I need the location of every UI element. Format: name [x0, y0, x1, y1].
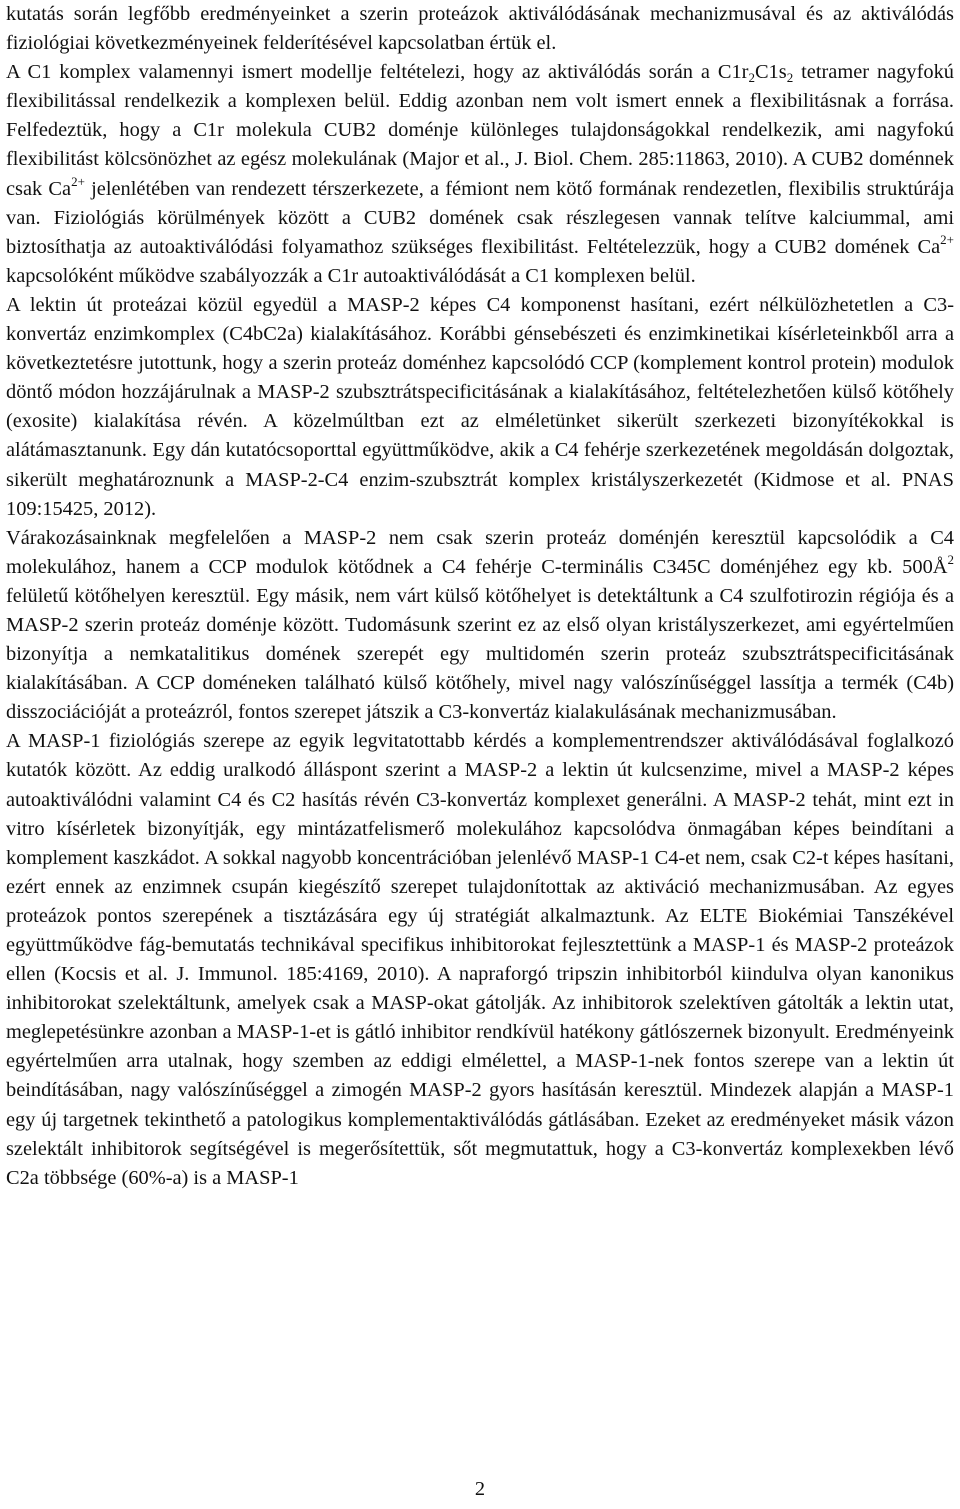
text-run: Várakozásainknak megfelelően a MASP-2 nem csak szerin proteáz doménjén keresztül kapcsolódik a C4 molekulához, hanem a CCP modulok kötődnek a C4 fehérje C-terminális C345C doménjéhez egy kb. 500Å — [6, 526, 954, 578]
subscript: 2 — [786, 70, 794, 86]
document-body — [6, 0, 954, 1193]
page-number: 2 — [474, 1478, 486, 1500]
text-run: kapcsolóként működve szabályozzák a C1r autoaktiválódását a C1 komplexen belül. — [6, 264, 696, 287]
text-run: A lektin út proteázai közül egyedül a MASP-2 képes C4 komponenst hasítani, ezért nélkülözhetetlen a C3-konvertáz enzimkomplex (C4bC2a) kialakításához. Korábbi génsebészeti és enzimkinetikai kísérleteinkből arra a következtetésre jutottunk, hogy a szerin proteáz doménhez kapcsolódó CCP (komplement kontrol protein) modulok döntő módon hozzájárulnak a MASP-2 szubsztrátspecificitásának a kialakításához, feltételezhetően külső kötőhely (exosite) kialakítása révén. A közelmúltban ezt az elméletünket sikerült szerkezeti bizonyítékokkal is alátámasztanunk. Egy dán kutatócsoporttal együttműködve, akik a C4 fehérje szerkezetének megoldásán dolgoztak, sikerült meghatároznunk a MASP-2-C4 enzim-szubsztrát komplex kristályszerkezetét (Kidmose et al. PNAS 109:15425, 2012). — [6, 293, 954, 520]
paragraph — [6, 524, 954, 728]
superscript: 2 — [947, 551, 954, 567]
text-run: felületű kötőhelyen keresztül. Egy másik, nem várt külső kötőhelyet is detektáltunk a C4 szulfotirozin régiója és a MASP-2 szerin proteáz doménje között. Tudomásunk szerint ez az első olyan kristályszerkezet, ami egyértelműen bizonyítja a nemkatalitikus domének szerepét egy multidomén szerin proteáz szubsztrátspecificitásának kialakításában. A CCP doméneken található külső kötőhely, mivel nagy valószínűséggel lassítja a termék (C4b) disszociációját a proteázról, fontos szerepet játszik a C3-konvertáz kialakulásának mechanizmusában. — [6, 584, 954, 724]
text-run: A MASP-1 fiziológiás szerepe az egyik legvitatottabb kérdés a komplementrendszer aktiválódásával foglalkozó kutatók között. Az eddig uralkodó álláspont szerint a MASP-2 a lektin út kulcsenzime, mivel a MASP-2 képes autoaktiválódni valamint C4 és C2 hasítás révén C3-konvertáz komplexet generálni. A MASP-2 tehát, mint ezt in vitro kísérletek bizonyítják, egy mintázatfelismerő molekulához kapcsolódva önmagában képes beindítani a komplement kaszkádot. A sokkal nagyobb koncentrációban jelenlévő MASP-1 C4-et nem, csak C2-t képes hasítani, ezért ennek az enzimnek csupán kiegészítő szerepet tulajdonítottak az aktiváció mechanizmusában. Az egyes proteázok pontos szerepének a tisztázására egy új stratégiát alkalmaztunk. Az ELTE Biokémiai Tanszékével együttműködve fág-bemutatás technikával specifikus inhibitorokat fejlesztettünk a MASP-1 és MASP-2 proteázok ellen (Kocsis et al. J. Immunol. 185:4169, 2010). A napraforgó tripszin inhibitorból kiindulva olyan kanonikus inhibitorokat szelektáltunk, amelyek csak a MASP-okat gátolják. Az inhibitorok szelektíven gátolták a lektin utat, meglepetésünkre azonban a MASP-1-et is gátló inhibitor rendkívül hatékony gátlószernek bizonyult. Eredményeink egyértelműen arra utalnak, hogy szemben az eddigi elmélettel, a MASP-1-nek fontos szerepe van a lektin út beindításában, nagy valószínűséggel a zimogén MASP-2 gyors hasításán keresztül. Mindezek alapján a MASP-1 egy új targetnek tekinthető a patologikus komplementaktiválódás gátlásában. Ezeket az eredményeket másik vázon szelektált inhibitorok segítségével is megerősítettük, sőt megmutattuk, hogy a C3-konvertáz komplexekben lévő C2a többsége (60%-a) is a MASP-1 — [6, 730, 954, 1189]
superscript: 2+ — [940, 231, 954, 247]
text-run: tetramer nagyfokú flexibilitással rendelkezik a komplexen belül. Eddig azonban nem volt ismert ennek a flexibilitásnak a forrása. Felfedeztük, hogy a C1r molekula CUB2 doménje különleges tulajdonságokkal rendelkezik, ami nagyfokú flexibilitást kölcsönözhet az egész molekulának (Major et al., J. Biol. Chem. 285:11863, 2010). A CUB2 doménnek csak Ca — [6, 61, 954, 200]
text-run: A C1 komplex valamennyi ismert modellje feltételezi, hogy az aktiválódás során a C1r — [6, 61, 749, 84]
subscript: 2 — [748, 70, 755, 86]
paragraph — [6, 291, 954, 524]
paragraph — [6, 58, 954, 291]
text-run: kutatás során legfőbb eredményeinket a szerin proteázok aktiválódásának mechanizmusával és az aktiválódás fiziológiai következményeinek felderítésével kapcsolatban értük el. — [6, 3, 954, 55]
text-run: jelenlétében van rendezett térszerkezete, a fémiont nem kötő formának rendezetlen, flexibilis struktúrája van. Fiziológiás körülmények között a CUB2 domének csak részlegesen vannak telítve kalciummal, ami biztosíthatja az autoaktiválódási folyamathoz szükséges flexibilitást. Feltételezzük, hogy a CUB2 domének Ca — [6, 177, 954, 258]
paragraph — [6, 0, 954, 58]
paragraph — [6, 727, 954, 1193]
superscript: 2+ — [71, 173, 85, 189]
text-run: C1s — [754, 61, 787, 84]
